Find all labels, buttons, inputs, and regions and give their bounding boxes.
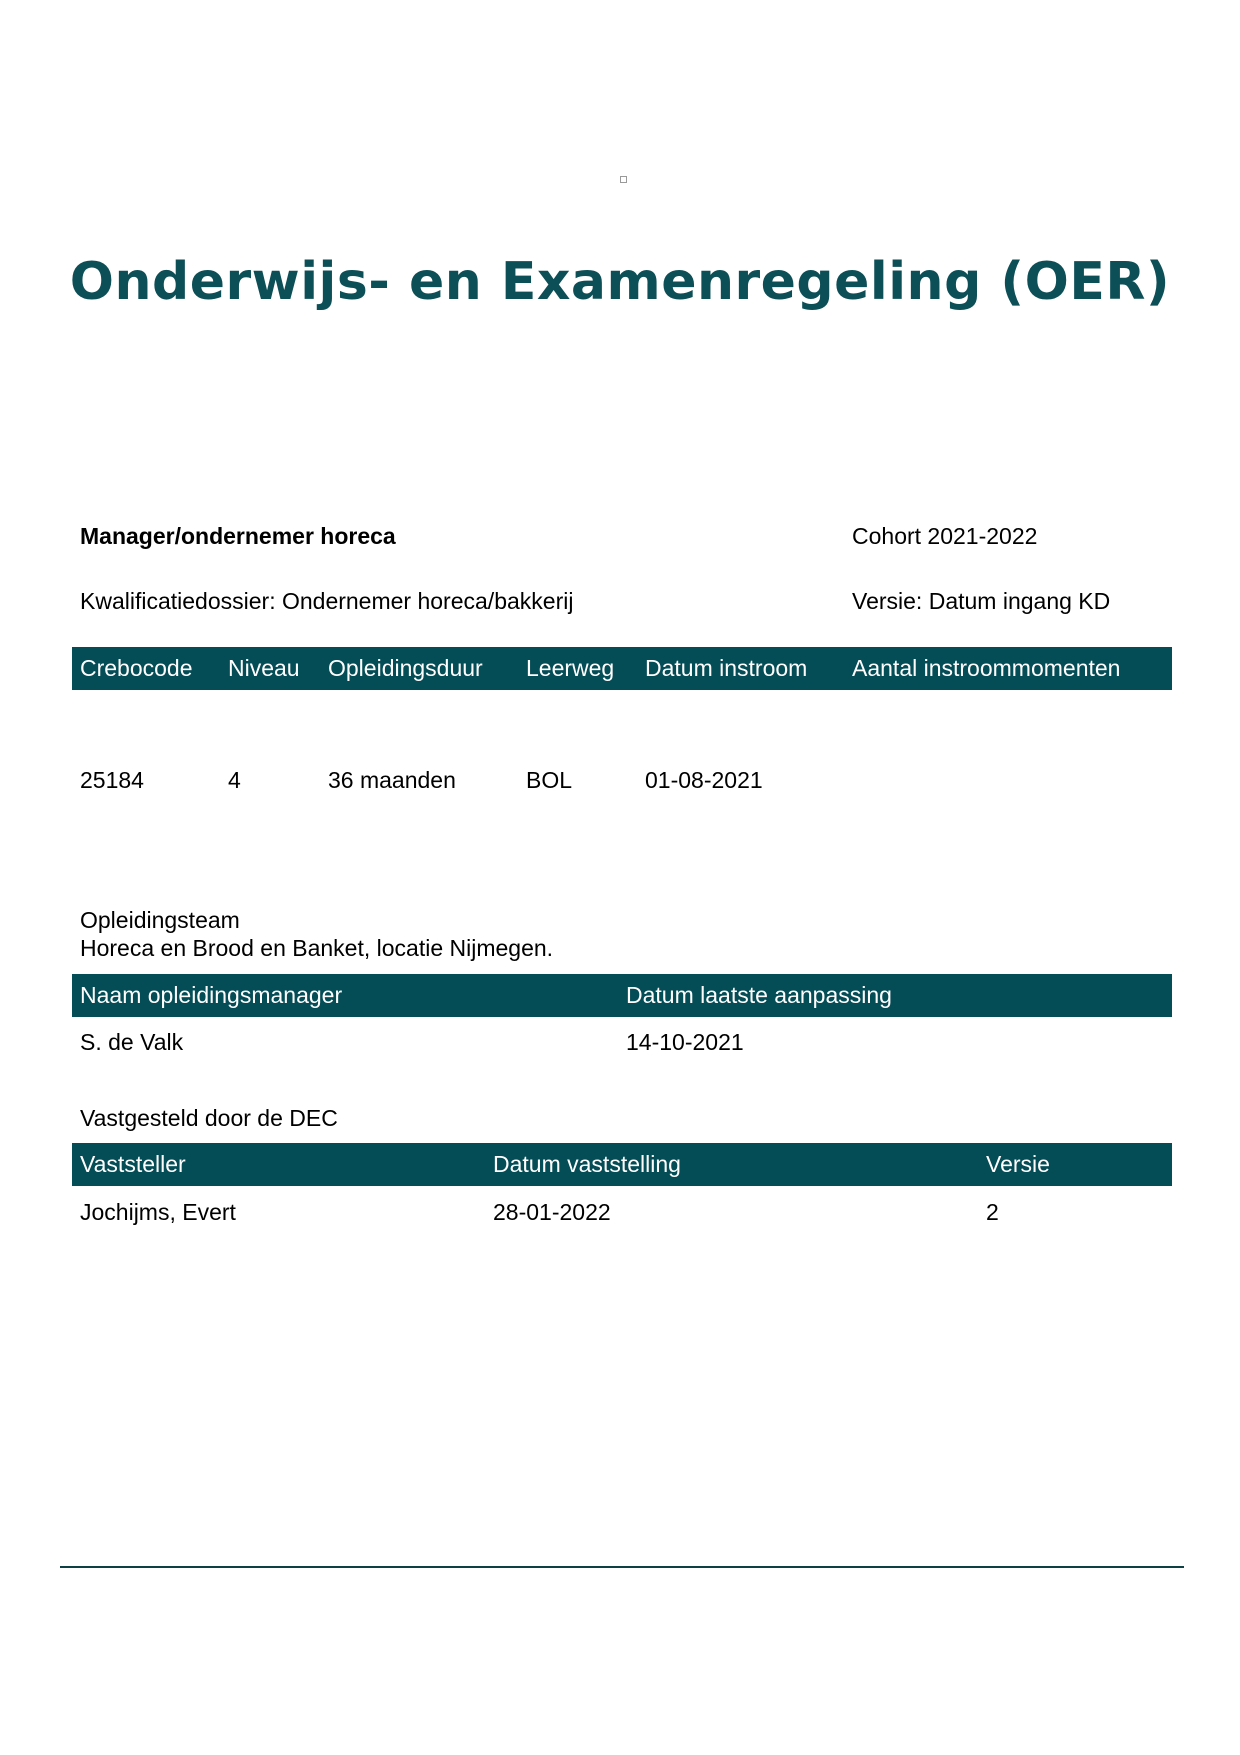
header-leerweg: Leerweg [526,655,615,681]
header-vaststeller: Vaststeller [80,1151,186,1177]
document-title: Onderwijs- en Examenregeling (OER) [69,252,1171,312]
cohort: Cohort 2021-2022 [852,523,1038,549]
cell-leerweg: BOL [526,767,573,793]
table-row [72,1198,1172,1228]
cell-opleidingsduur: 36 maanden [328,767,456,793]
footer-divider [60,1566,1184,1568]
table1-header [72,647,1172,690]
kwalificatiedossier: Kwalificatiedossier: Ondernemer horeca/bakkerij [80,588,574,614]
header-datum-laatste-aanpassing: Datum laatste aanpassing [626,982,892,1008]
cell-niveau: 4 [228,767,241,793]
cell-opleidingsmanager: S. de Valk [80,1029,184,1055]
cell-datum-instroom: 01-08-2021 [645,767,763,793]
header-aantal-instroommomenten: Aantal instroommomenten [852,655,1121,681]
table3-header [72,1143,1172,1186]
table-row [72,1028,1172,1058]
header-datum-instroom: Datum instroom [645,655,808,681]
header-naam-opleidingsmanager: Naam opleidingsmanager [80,982,343,1008]
placeholder-square-icon [620,176,627,183]
program-name: Manager/ondernemer horeca [80,523,396,549]
header-datum-vaststelling: Datum vaststelling [493,1151,681,1177]
team-value: Horeca en Brood en Banket, locatie Nijmegen. [80,935,554,961]
table-row [72,766,1172,796]
dec-label: Vastgesteld door de DEC [80,1105,338,1131]
cell-vaststeller: Jochijms, Evert [80,1199,236,1225]
cell-datum-vaststelling: 28-01-2022 [493,1199,611,1225]
header-niveau: Niveau [228,655,300,681]
cell-datum-laatste-aanpassing: 14-10-2021 [626,1029,744,1055]
header-opleidingsduur: Opleidingsduur [328,655,483,681]
table2-header [72,974,1172,1017]
cell-versie: 2 [986,1199,999,1225]
header-versie: Versie [986,1151,1050,1177]
team-label: Opleidingsteam [80,907,240,933]
version-info: Versie: Datum ingang KD [852,588,1111,614]
cell-crebocode: 25184 [80,767,144,793]
header-crebocode: Crebocode [80,655,193,681]
